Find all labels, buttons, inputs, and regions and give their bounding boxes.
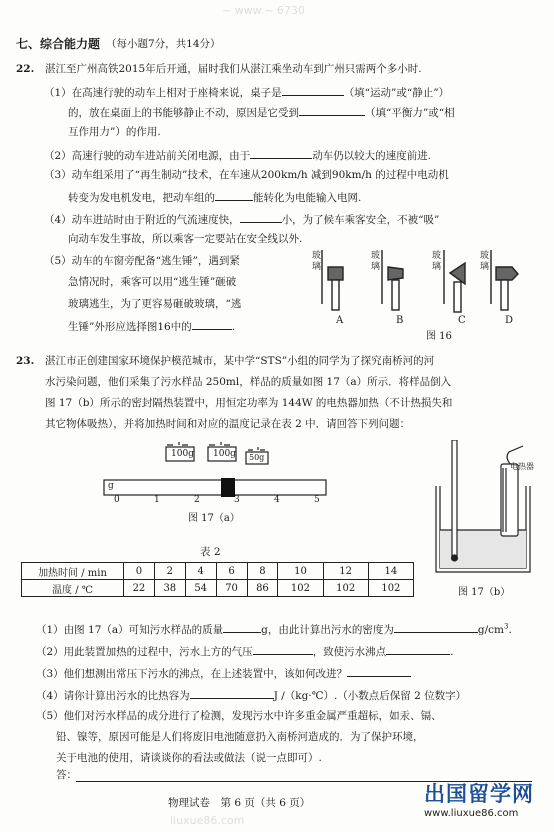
answer-blank[interactable] (386, 645, 450, 655)
q22-p5-line2: 急情况时，乘客可以用“逃生锤”砸破 (68, 276, 237, 288)
answer-blank[interactable] (215, 191, 253, 201)
glass-label-c-1: 玻 (432, 251, 442, 261)
figure-17a-caption: 图 17（a） (188, 513, 240, 524)
section-title: 七、综合能力题 (16, 37, 101, 51)
answer-blank[interactable] (190, 689, 274, 699)
option-c-label: C (458, 315, 466, 326)
scale-tick-4: 4 (274, 495, 280, 505)
q23-number: 23. (16, 355, 35, 367)
weight-100g-2: 100g (213, 449, 236, 459)
q23-sub5-line2: 铅、镍等，原因可能是人们将废旧电池随意扔入南桥河造成的．为了保护环境， (56, 731, 424, 743)
q23-sub5-line1: （5）他们对污水样品的成分进行了检测，发现污水中许多重金属严重超标，如汞、镉、 (36, 710, 442, 722)
table-cell: 0 (124, 563, 155, 580)
q23-sub2: （2）用此装置加热的过程中，污水上方的气压 ，致使污水沸点 . (36, 646, 454, 658)
glass-label-a-2: 璃 (312, 262, 322, 272)
glass-label-a-1: 玻 (312, 251, 322, 261)
answer-blank[interactable] (240, 213, 282, 223)
q23-sub1-text-b: g，由此计算出污水的密度为 (261, 624, 394, 636)
table-cell: 14 (368, 563, 413, 580)
q22-stem: 湛江至广州高铁2015年后开通，届时我们从湛江乘坐动车到广州只需两个多小时. (45, 63, 422, 75)
q22-p2-line1 (44, 149, 431, 162)
heater-label: 电热器 (510, 462, 534, 471)
q22-p2-text-a: （2）高速行驶的动车进站前关闭电源，由于 (44, 150, 251, 162)
scale-tick-1: 1 (154, 495, 160, 505)
table-2-title: 表 2 (200, 546, 221, 558)
figure-17b-caption: 图 17（b） (458, 587, 511, 598)
figure-16 (308, 246, 540, 346)
q22-p1-text-c: 的，放在桌面上的书能够静止不动，原因是它受到 (68, 107, 299, 119)
q22-p1-line3: 互作用力”）的作用. (68, 126, 161, 138)
q23-sub3 (36, 667, 411, 680)
figure-17b (430, 440, 546, 602)
q23-sub5-line3: 关于电池的使用，请谈谈你的看法或做法（说一点即可）. (56, 752, 322, 764)
answer-blank[interactable] (394, 623, 478, 633)
option-b-label: B (396, 315, 404, 326)
glass-label-b-1: 玻 (371, 251, 381, 261)
answer-blank[interactable] (250, 149, 312, 159)
table-row (22, 563, 414, 580)
watermark-bottom: liuxue86.com (170, 814, 245, 827)
q22-p4-line1 (44, 213, 439, 226)
scale-unit: g (108, 481, 114, 491)
figure-17a (96, 438, 336, 528)
table-cell: 10 (278, 563, 323, 580)
q22-p1-text-b: （填“运动”或“静止”） (343, 87, 450, 99)
q22-p5-line4: 生锤”外形应选择图16中的 . (68, 321, 236, 333)
page-footer: 物理试卷 第 6 页（共 6 页） (168, 797, 311, 809)
watermark-top: ~ www.~ 6730 (222, 4, 305, 17)
q22-p5-line1: （5）动车的车窗旁配备“逃生锤”，遇到紧 (44, 255, 240, 267)
q23-sub2-text-b: ，致使污水沸点 (312, 646, 387, 658)
table-cell: 8 (247, 563, 278, 580)
logo-url-text: www.liuxue86.com (424, 808, 519, 819)
q23-sub4-text-b: J /（kg·℃）.（小数点后保留 2 位数字） (273, 690, 467, 702)
q22-number: 22. (16, 63, 35, 75)
weight-100g-1: 100g (171, 449, 194, 459)
table-cell: 22 (124, 580, 155, 597)
q23-stem-4: 其它物体吸热），并将加热时间和对应的温度记录在表 2 中．请回答下列问题： (45, 418, 411, 430)
q22-p1-line2 (68, 106, 455, 119)
q23-stem-1: 湛江市正创建国家环境保护模范城市，某中学“STS”小组的同学为了探究南桥河的河 (45, 355, 435, 367)
table-cell: 38 (154, 580, 185, 597)
answer-label: 答： (56, 769, 77, 781)
q22-p4-line2: 向动车发生事故，所以乘客一定要站在安全线以外. (68, 233, 303, 245)
q23-stem-3: 图 17（b）所示的密封隔热装置中，用恒定功率为 144W 的电热器加热（不计热损失和 (45, 397, 453, 409)
answer-blank[interactable] (347, 667, 411, 677)
table-cell: 70 (216, 580, 247, 597)
glass-label-c-2: 璃 (432, 262, 442, 272)
q22-p3-text-c: 能转化为电能输入电网. (253, 192, 362, 204)
q22-p3-text-b: 转变为发电机发电，把动车组的 (68, 192, 215, 204)
q23-sub1-text-c: g/cm (477, 624, 504, 636)
answer-blank[interactable] (192, 320, 232, 330)
table-header-time: 加热时间 / min (22, 563, 124, 580)
scale-tick-3: 3 (234, 495, 240, 505)
q22-p1-line1 (44, 86, 449, 99)
section-note: （每小题7分，共14分） (106, 38, 221, 50)
q22-p4-text-a: （4）动车进站时由于附近的气流速度快， (44, 214, 240, 226)
table-header-temp: 温度 / ℃ (22, 580, 124, 597)
q22-p5-text-d: 生锤”外形应选择图16中的 (68, 321, 192, 333)
answer-blank[interactable] (282, 86, 344, 96)
q22-p5-line3: 玻璃逃生，为了更容易砸破玻璃，“逃 (68, 298, 242, 310)
weight-50g: 50g (249, 453, 265, 462)
scale-tick-0: 0 (114, 495, 120, 505)
q23-sub1-text-a: （1）由图 17（a）可知污水样品的质量 (36, 624, 224, 636)
q23-sub2-text-a: （2）用此装置加热的过程中，污水上方的气压 (36, 646, 253, 658)
q23-sub4-text-a: （4）请你计算出污水的比热容为 (36, 690, 190, 702)
q22-p4-text-b: 小，为了候车乘客安全，不被“吸” (281, 214, 440, 226)
table-cell: 54 (185, 580, 216, 597)
q22-p1-text-d: （填“平衡力”或“相 (365, 107, 455, 119)
site-logo (424, 784, 552, 819)
q22-p1-text-a: （1）在高速行驶的动车上相对于座椅来说，桌子是 (44, 87, 282, 99)
glass-label-d-2: 璃 (480, 262, 490, 272)
scale-tick-5: 5 (314, 495, 320, 505)
table-row (22, 580, 414, 597)
answer-blank[interactable] (253, 645, 313, 655)
table-cell: 2 (154, 563, 185, 580)
answer-blank[interactable] (299, 106, 365, 116)
table-2 (21, 562, 414, 597)
option-a-label: A (336, 315, 344, 326)
answer-blank[interactable] (223, 623, 261, 633)
q22-p3-line2 (68, 191, 361, 204)
scale-tick-2: 2 (194, 495, 200, 505)
q23-sub3-text-a: （3）他们想测出常压下污水的沸点，在上述装置中，该如何改进？ (36, 668, 348, 680)
logo-main-text: 出国留学网 (424, 782, 534, 806)
figure-16-drawing (308, 246, 540, 346)
glass-label-d-1: 玻 (480, 251, 490, 261)
q23-sub4 (36, 689, 466, 702)
table-cell: 102 (323, 580, 368, 597)
table-cell: 102 (368, 580, 413, 597)
table-cell: 102 (278, 580, 323, 597)
q23-sub1: （1）由图 17（a）可知污水样品的质量 g，由此计算出污水的密度为 $g/cm^3$. (36, 622, 512, 636)
table-cell: 86 (247, 580, 278, 597)
q23-sub1-superscript: 3 (503, 622, 509, 631)
option-d-label: D (505, 315, 514, 326)
table-cell: 12 (323, 563, 368, 580)
q23-stem-2: 水污染问题，他们采集了污水样品 250ml，样品的质量如图 17（a）所示．将样品倒入 (45, 376, 452, 388)
q22-p2-text-b: 动车仍以较大的速度前进. (312, 150, 432, 162)
figure-16-caption: 图 16 (426, 331, 452, 342)
table-cell: 6 (216, 563, 247, 580)
glass-label-b-2: 璃 (371, 262, 381, 272)
table-cell: 4 (185, 563, 216, 580)
q22-p3-line1: （3）动车组采用了“再生制动”技术，在车速从200km/h 减到90km/h 的过程中电动机 (44, 169, 449, 181)
